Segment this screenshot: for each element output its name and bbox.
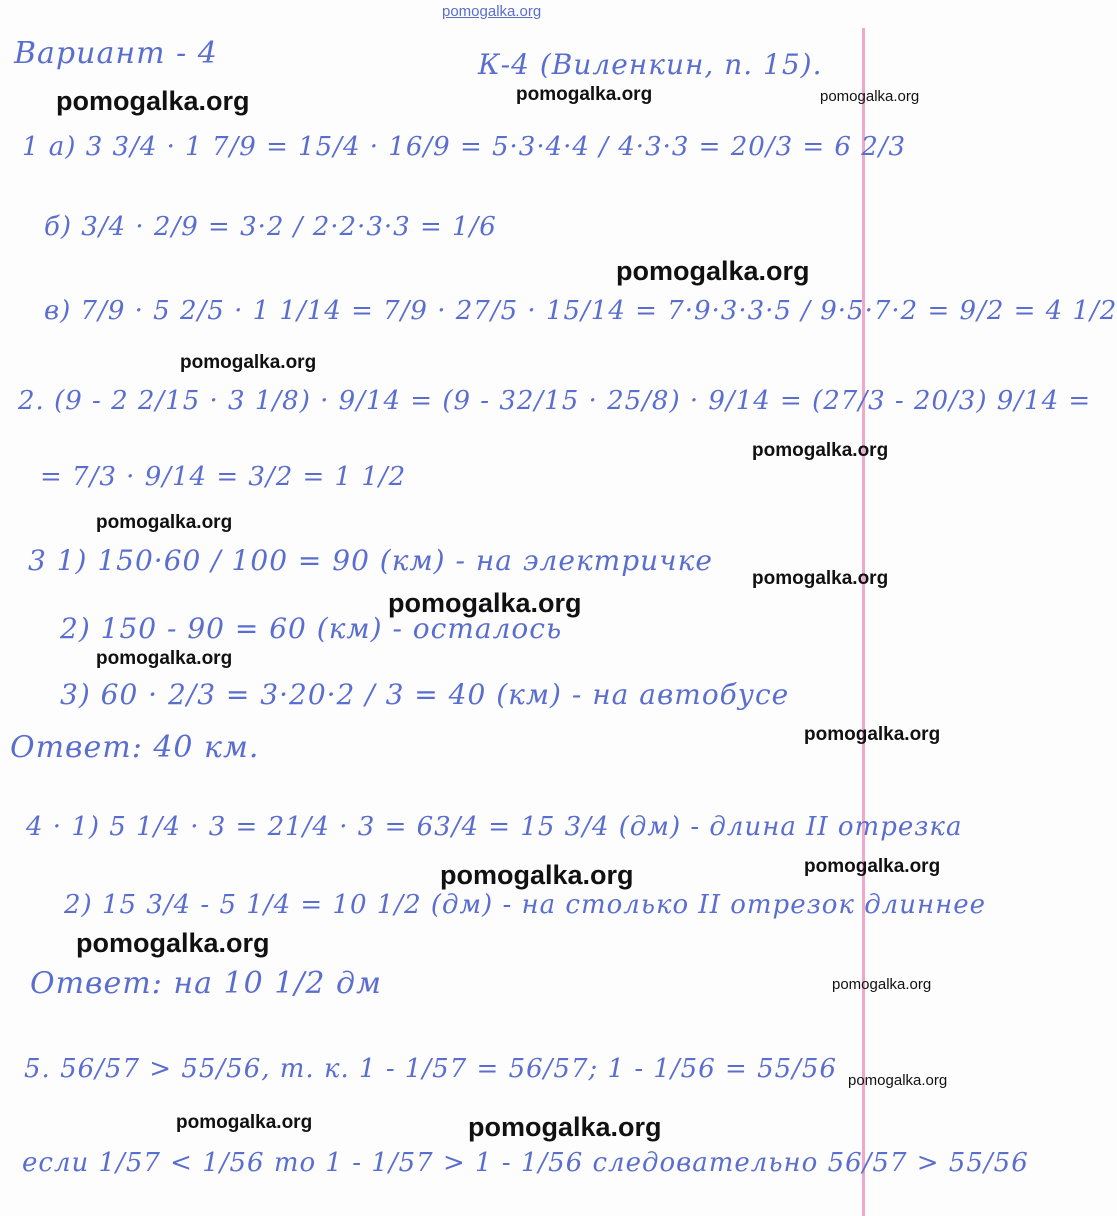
watermark: pomogalka.org bbox=[96, 512, 233, 533]
watermark: pomogalka.org bbox=[176, 1112, 313, 1133]
watermark: pomogalka.org bbox=[820, 88, 920, 105]
watermark: pomogalka.org bbox=[76, 928, 270, 958]
watermark: pomogalka.org bbox=[616, 256, 810, 286]
task4-step2: 2) 15 3/4 - 5 1/4 = 10 1/2 (дм) - на столько II отрезок длиннее bbox=[64, 890, 987, 920]
watermark: pomogalka.org bbox=[752, 440, 889, 461]
watermark: pomogalka.org bbox=[96, 648, 233, 669]
watermark: pomogalka.org bbox=[804, 724, 941, 745]
task5-line2: если 1/57 < 1/56 то 1 - 1/57 > 1 - 1/56 следовательно 56/57 > 55/56 bbox=[22, 1148, 1029, 1178]
watermark: pomogalka.org bbox=[388, 588, 582, 618]
watermark: pomogalka.org bbox=[752, 568, 889, 589]
watermark: pomogalka.org bbox=[804, 856, 941, 877]
task4-step1: 4 · 1) 5 1/4 · 3 = 21/4 · 3 = 63/4 = 15 3/4 (дм) - длина II отрезка bbox=[26, 812, 963, 842]
margin-line bbox=[862, 28, 865, 1216]
watermark: pomogalka.org bbox=[832, 976, 932, 993]
watermark: pomogalka.org bbox=[848, 1072, 948, 1089]
task3-step3: 3) 60 · 2/3 = 3·20·2 / 3 = 40 (км) - на автобусе bbox=[60, 678, 790, 711]
watermark: pomogalka.org bbox=[180, 352, 317, 373]
task2-line1: 2. (9 - 2 2/15 · 3 1/8) · 9/14 = (9 - 32/15 · 25/8) · 9/14 = (27/3 - 20/3) 9/14 = bbox=[18, 386, 1092, 416]
task2-line2: = 7/3 · 9/14 = 3/2 = 1 1/2 bbox=[40, 462, 407, 492]
task1-v: в) 7/9 · 5 2/5 · 1 1/14 = 7/9 · 27/5 · 15/14 = 7·9·3·3·5 / 9·5·7·2 = 9/2 = 4 1/2 bbox=[44, 296, 1117, 326]
top-site-link[interactable]: pomogalka.org bbox=[442, 3, 542, 20]
task1-b: б) 3/4 · 2/9 = 3·2 / 2·2·3·3 = 1/6 bbox=[44, 212, 497, 242]
task3-step2: 2) 150 - 90 = 60 (км) - осталось bbox=[60, 612, 563, 645]
watermark: pomogalka.org bbox=[516, 84, 653, 105]
task3-step1: 3 1) 150·60 / 100 = 90 (км) - на электричке bbox=[28, 544, 713, 577]
task3-answer: Ответ: 40 км. bbox=[10, 730, 260, 765]
task4-answer: Ответ: на 10 1/2 дм bbox=[30, 966, 382, 1001]
task1-a: 1 а) 3 3/4 · 1 7/9 = 15/4 · 16/9 = 5·3·4·4 / 4·3·3 = 20/3 = 6 2/3 bbox=[22, 132, 907, 162]
variant-heading: Вариант - 4 bbox=[14, 36, 218, 71]
watermark: pomogalka.org bbox=[56, 86, 250, 116]
task5-line1: 5. 56/57 > 55/56, т. к. 1 - 1/57 = 56/57; 1 - 1/56 = 55/56 bbox=[24, 1054, 838, 1084]
source-heading: К-4 (Виленкин, п. 15). bbox=[478, 48, 823, 81]
watermark: pomogalka.org bbox=[440, 860, 634, 890]
watermark: pomogalka.org bbox=[468, 1112, 662, 1142]
